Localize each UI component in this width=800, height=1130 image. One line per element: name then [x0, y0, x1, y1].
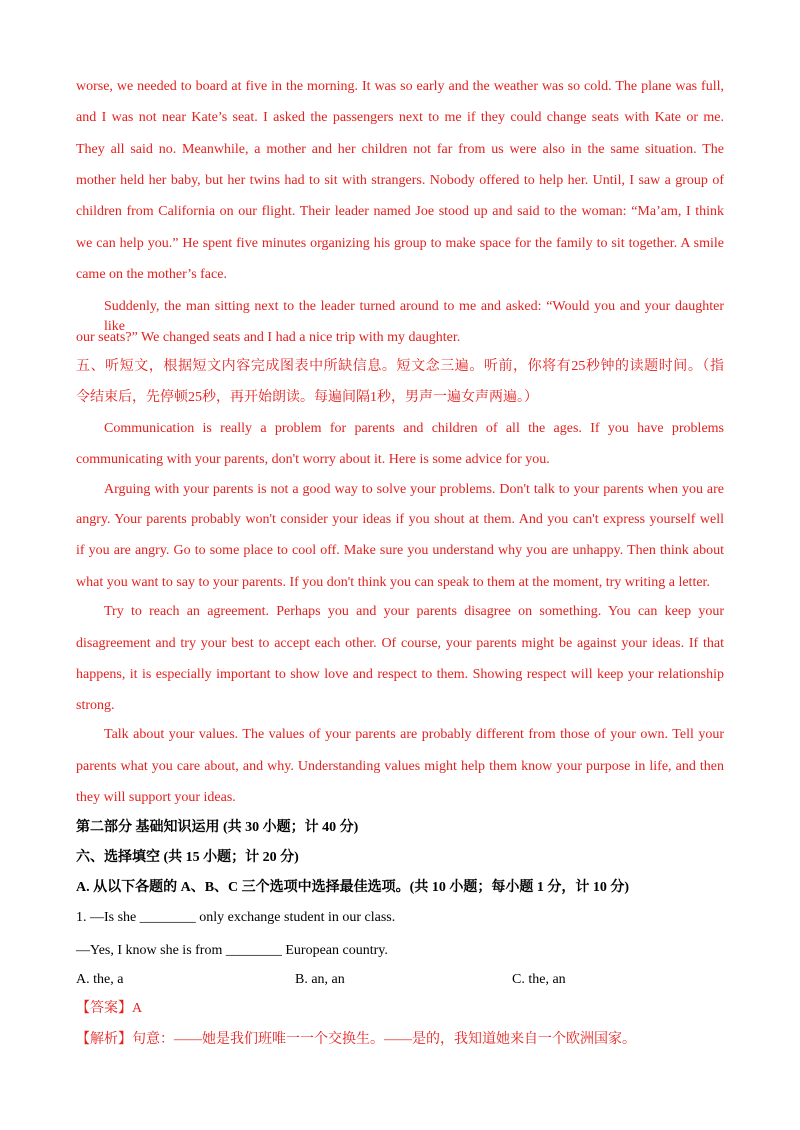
subsection-a-heading: A. 从以下各题的 A、B、C 三个选项中选择最佳选项。(共 10 小题；每小题 1 分，计 10 分): [76, 880, 629, 895]
passage-line: children from California on our flight. Their leader named Joe stood up and said to the woman: “Ma’am, I think: [76, 204, 724, 219]
option-b: B. an, an: [295, 972, 345, 987]
listening-line: what you want to say to your parents. If you don't think you can speak to them at the moment, try writing a letter.: [76, 575, 710, 590]
answer-value: A: [132, 1001, 143, 1016]
analysis-label: 【解析】: [76, 1032, 132, 1047]
listening-line: Talk about your values. The values of your parents are probably different from those of your own. Tell your: [104, 727, 724, 742]
question-stem: 1. —Is she ________ only exchange student in our class.: [76, 910, 396, 925]
listening-line: Communication is really a problem for parents and children of all the ages. If you have problems: [104, 421, 724, 436]
section5-instruction: 令结束后，先停顿25秒，再开始朗读。每遍间隔1秒，男声一遍女声两遍。）: [76, 390, 538, 405]
analysis-line: [76, 1030, 636, 1050]
listening-line: strong.: [76, 698, 115, 713]
listening-line: disagreement and try your best to accept each other. Of course, your parents might be against your ideas. If that: [76, 636, 724, 651]
analysis-text: 句意：——她是我们班唯一一个交换生。——是的，我知道她来自一个欧洲国家。: [132, 1032, 636, 1047]
passage-line: and I was not near Kate’s seat. I asked the passengers next to me if they could change seats with Kate or me.: [76, 110, 724, 125]
listening-line: Arguing with your parents is not a good way to solve your problems. Don't talk to your parents when you are: [104, 482, 724, 497]
listening-line: happens, it is especially important to show love and respect to them. Showing respect will keep your relationship: [76, 667, 724, 682]
answer-line: [76, 999, 142, 1019]
passage-line: came on the mother’s face.: [76, 267, 227, 282]
listening-line: parents what you care about, and why. Understanding values might help them know your purpose in life, and then: [76, 759, 724, 774]
option-a: A. the, a: [76, 972, 124, 987]
answer-label: 【答案】: [76, 1001, 132, 1016]
listening-line: angry. Your parents probably won't consider your ideas if you shout at them. And you can't express yourself well: [76, 512, 724, 527]
option-c: C. the, an: [512, 972, 566, 987]
passage-line: mother held her baby, but her twins had to sit with strangers. Nobody offered to help her. Until, I saw a group of: [76, 173, 724, 188]
listening-line: if you are angry. Go to some place to cool off. Make sure you understand why you are unhappy. Then think about: [76, 543, 724, 558]
passage-line: They all said no. Meanwhile, a mother and her children not far from us were also in the same situation. The: [76, 142, 724, 157]
passage-line: Suddenly, the man sitting next to the leader turned around to me and asked: “Would you and your daughter like: [104, 299, 724, 334]
part2-heading: 第二部分 基础知识运用 (共 30 小题；计 40 分): [76, 820, 359, 835]
listening-line: Try to reach an agreement. Perhaps you and your parents disagree on something. You can keep your: [104, 604, 724, 619]
passage-line: worse, we needed to board at five in the morning. It was so early and the weather was so cold. The plane was full,: [76, 79, 724, 94]
section5-instruction: 五、听短文，根据短文内容完成图表中所缺信息。短文念三遍。听前，你将有25秒钟的读题时间。（指: [76, 359, 724, 374]
listening-line: they will support your ideas.: [76, 790, 236, 805]
question-stem-reply: —Yes, I know she is from ________ European country.: [76, 943, 388, 958]
listening-line: communicating with your parents, don't worry about it. Here is some advice for you.: [76, 452, 550, 467]
passage-line: our seats?” We changed seats and I had a nice trip with my daughter.: [76, 330, 461, 345]
passage-line: we can help you.” He spent five minutes organizing his group to make space for the family to sit together. A smile: [76, 236, 724, 251]
section6-heading: 六、选择填空 (共 15 小题；计 20 分): [76, 850, 299, 865]
